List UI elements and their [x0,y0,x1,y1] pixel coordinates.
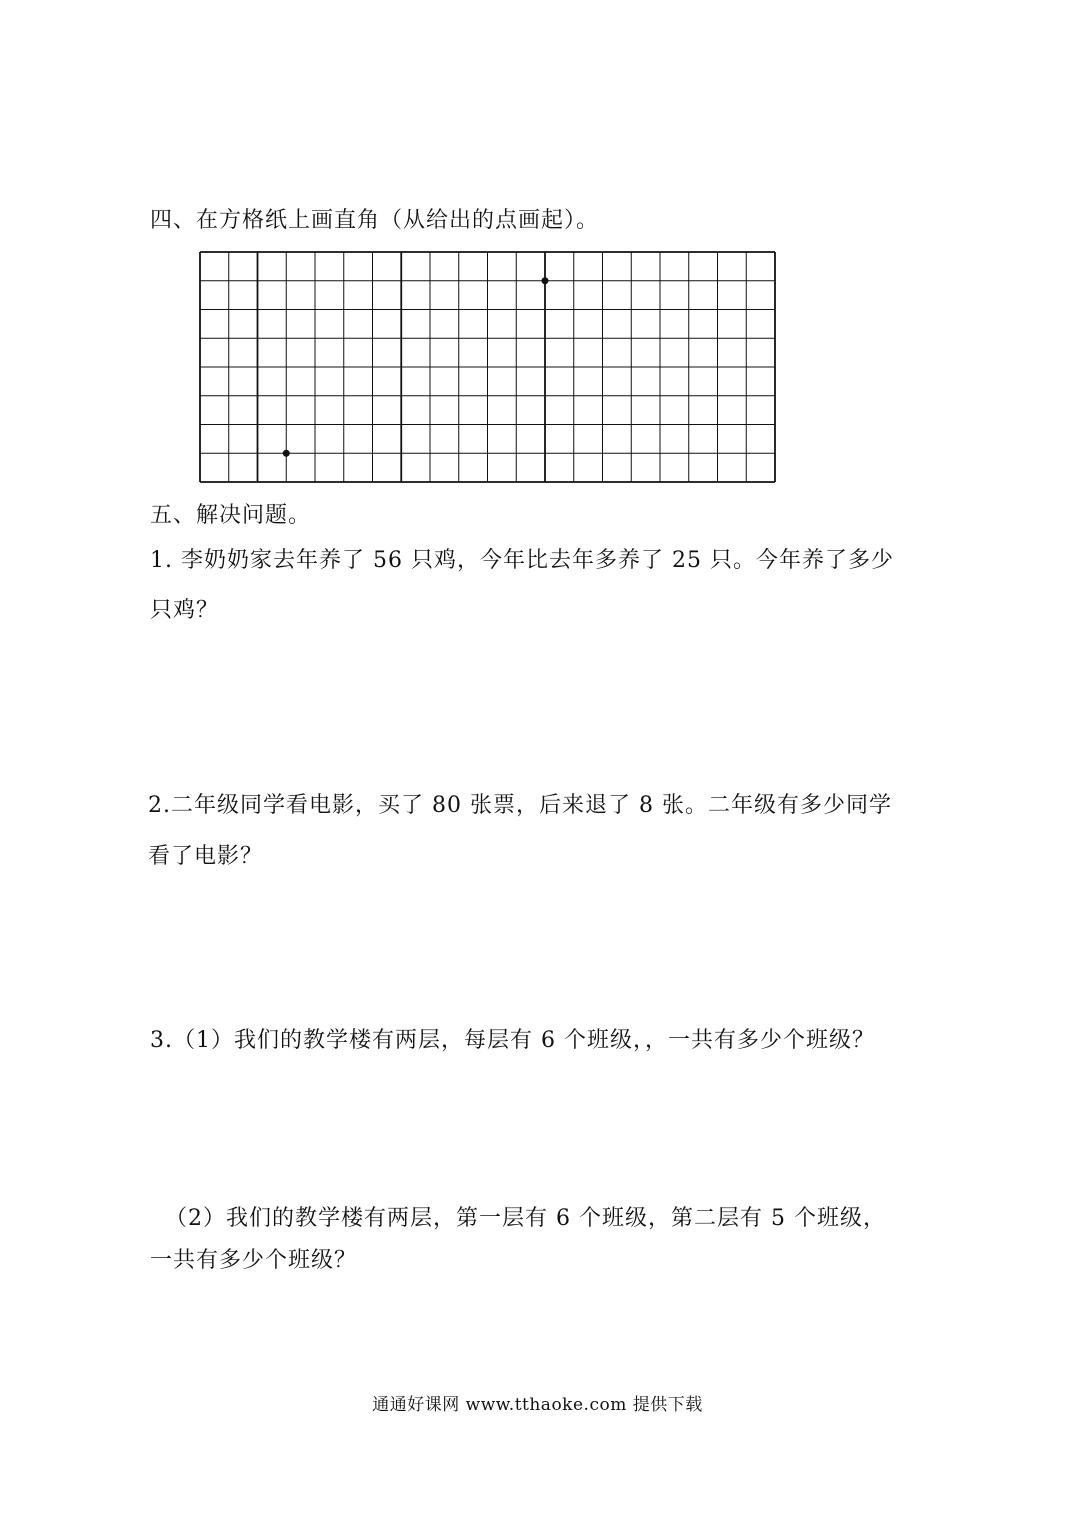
grid-paper[interactable] [199,251,777,484]
grid-start-point [283,450,290,457]
question-1-text-continued: 只鸡？ [150,598,220,623]
question-1-text: 1. 李奶奶家去年养了 56 只鸡，今年比去年多养了 25 只。今年养了多少 [150,548,894,573]
section-4-heading: 四、在方格纸上画直角（从给出的点画起）。 [150,208,600,233]
question-3-part-1-text: 3.（1）我们的教学楼有两层，每层有 6 个班级，，一共有多少个班级？ [150,1028,875,1053]
question-3-part-2-text-continued: 一共有多少个班级？ [150,1248,358,1273]
grid-start-point [542,277,549,284]
section-5-heading: 五、解决问题。 [150,503,312,528]
question-3-part-2-text: （2）我们的教学楼有两层，第一层有 6 个班级，第二层有 5 个班级， [165,1206,886,1231]
question-2-text-continued: 看了电影？ [148,844,264,869]
question-2-text: 2.二年级同学看电影，买了 80 张票，后来退了 8 张。二年级有多少同学 [148,793,892,818]
footer-credit: 通通好课网 www.tthaoke.com 提供下载 [372,1395,703,1415]
